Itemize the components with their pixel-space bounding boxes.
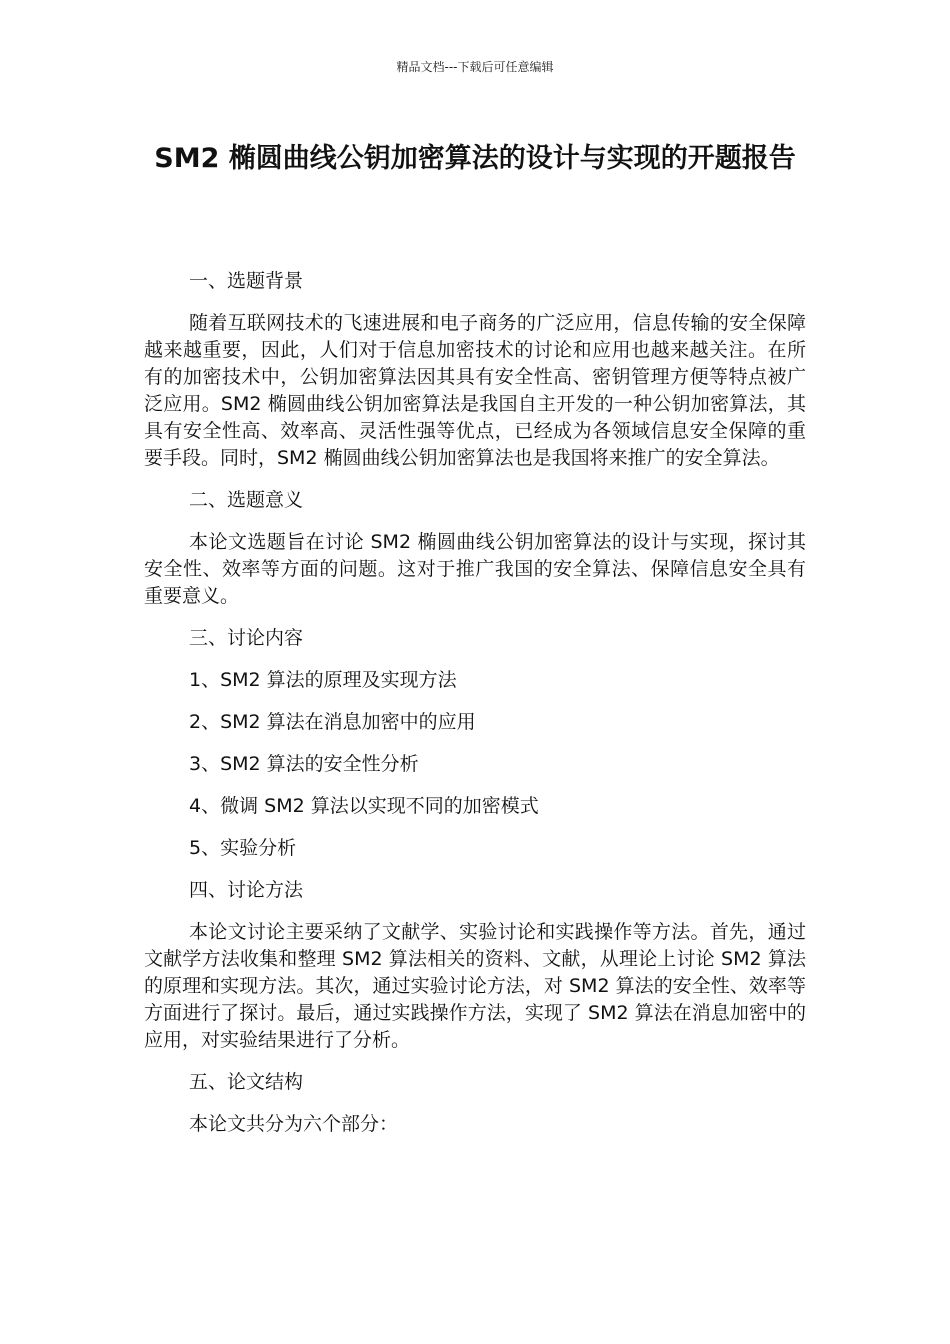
list-item: 2、SM2 算法在消息加密中的应用 [189, 711, 476, 733]
section-heading-background: 一、选题背景 [189, 270, 304, 292]
list-item: 3、SM2 算法的安全性分析 [189, 753, 419, 775]
paragraph-background: 随着互联网技术的飞速进展和电子商务的广泛应用，信息传输的安全保障越来越重要，因此，人们对于信息加密技术的讨论和应用也越来越关注。在所有的加密技术中，公钥加密算法因其具有安全性高、密钥管理方便等特点被广泛应用。SM2 椭圆曲线公钥加密算法是我国自主开发的一种公钥加密算法，其具有安全性高、效率高、灵活性强等优点，已经成为各领域信息安全保障的重要手段。同时，SM2 椭圆曲线公钥加密算法也是我国将来推广的安全算法。 [144, 312, 806, 469]
section-heading-method: 四、讨论方法 [189, 879, 304, 901]
header-note: 精品文档---下载后可任意编辑 [396, 60, 554, 74]
list-item: 4、微调 SM2 算法以实现不同的加密模式 [189, 795, 539, 817]
paragraph-structure: 本论文共分为六个部分： [189, 1113, 399, 1135]
section-heading-significance: 二、选题意义 [189, 489, 304, 511]
paragraph-method: 本论文讨论主要采纳了文献学、实验讨论和实践操作等方法。首先，通过文献学方法收集和整理 SM2 算法相关的资料、文献，从理论上讨论 SM2 算法的原理和实现方法。其次，通过实验讨论方法，对 SM2 算法的安全性、效率等方面进行了探讨。最后，通过实践操作方法，实现了 SM2 算法在消息加密中的应用，对实验结果进行了分析。 [144, 921, 806, 1051]
section-heading-content: 三、讨论内容 [189, 627, 304, 649]
document-title: SM2 椭圆曲线公钥加密算法的设计与实现的开题报告 [154, 143, 796, 174]
paragraph-significance: 本论文选题旨在讨论 SM2 椭圆曲线公钥加密算法的设计与实现，探讨其安全性、效率等方面的问题。这对于推广我国的安全算法、保障信息安全具有重要意义。 [144, 531, 806, 607]
document-body [144, 268, 806, 1138]
list-item: 1、SM2 算法的原理及实现方法 [189, 669, 457, 691]
section-heading-structure: 五、论文结构 [189, 1071, 304, 1093]
list-item: 5、实验分析 [189, 837, 297, 859]
